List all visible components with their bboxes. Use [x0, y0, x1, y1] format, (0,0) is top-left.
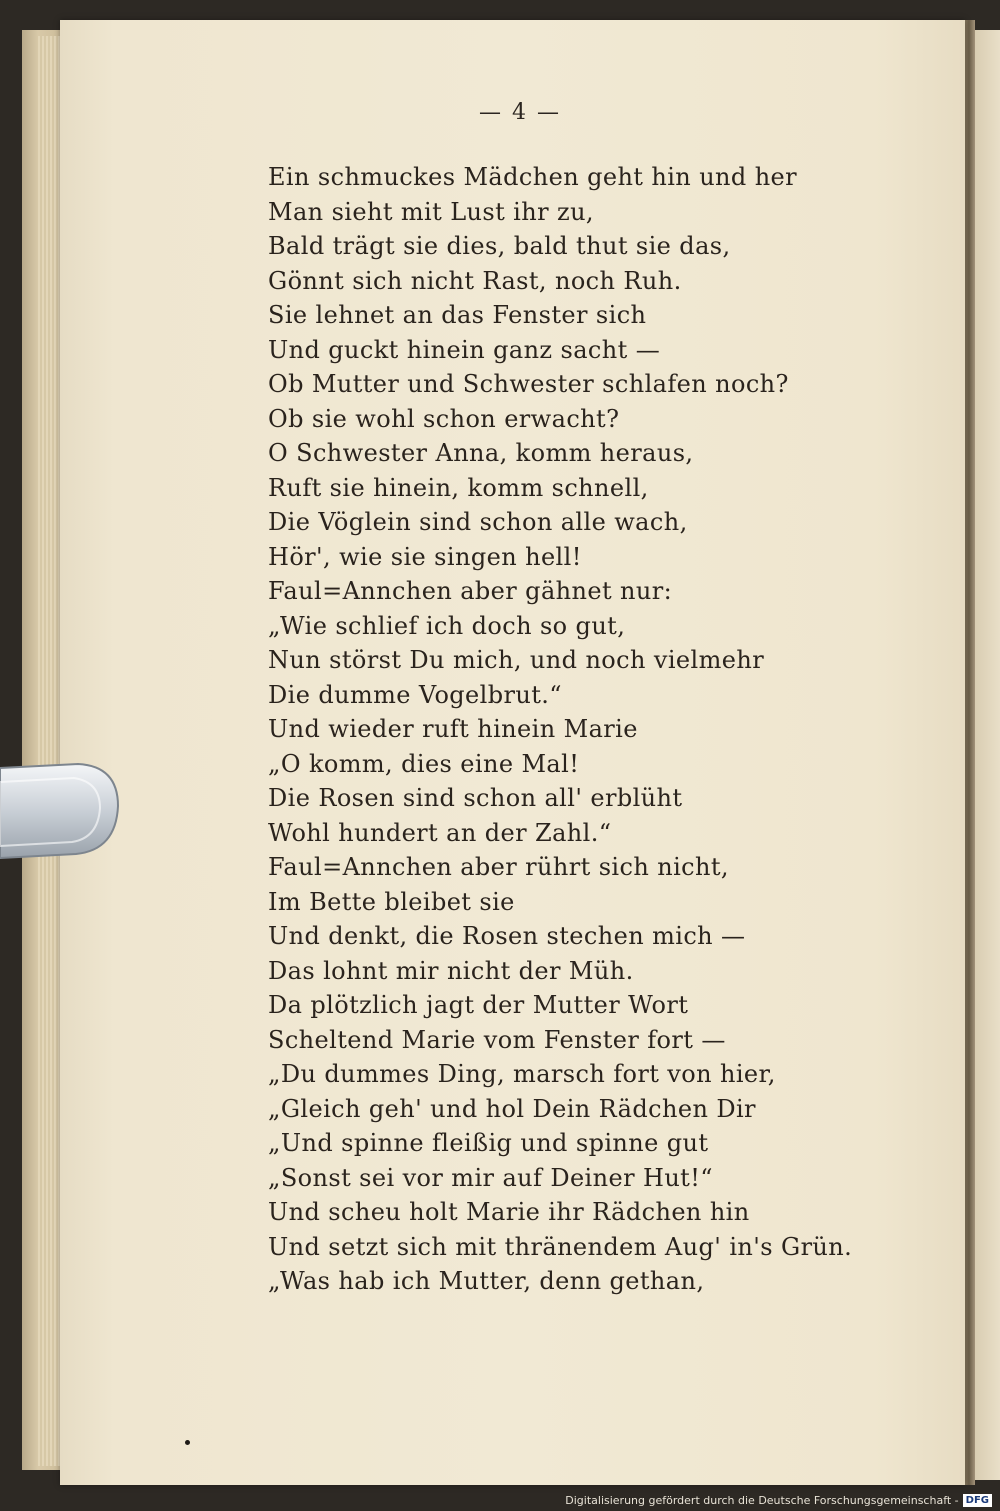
poem-line: Sie lehnet an das Fenster sich [268, 301, 647, 329]
poem-line: Ruft sie hinein, komm schnell, [268, 473, 649, 502]
page-stack-edge [38, 36, 62, 1466]
poem-line: Ein schmuckes Mädchen geht hin und her [268, 163, 798, 191]
poem-line: Die Vöglein sind schon alle wach, [268, 508, 688, 536]
dfg-logo: DFG [963, 1494, 992, 1507]
poem-line: Da plötzlich jagt der Mutter Wort [268, 991, 689, 1019]
poem-line: „Wie schlief ich doch so gut, [268, 611, 626, 640]
poem-line: Bald trägt sie dies, bald thut sie das, [268, 232, 731, 260]
poem-line: Gönnt sich nicht Rast, noch Ruh. [268, 266, 682, 295]
page-clip [0, 760, 120, 860]
poem-line: „Gleich geh' und hol Dein Rädchen Dir [268, 1094, 756, 1123]
poem-line: „Was hab ich Mutter, denn gethan, [268, 1267, 705, 1295]
poem-line: „Und spinne fleißig und spinne gut [268, 1129, 709, 1157]
poem-line: Hör', wie sie singen hell! [268, 542, 582, 571]
footer-text: Digitalisierung gefördert durch die Deutsche Forschungsgemeinschaft - [565, 1494, 959, 1507]
digitization-footer [565, 1494, 992, 1507]
poem-line: Wohl hundert an der Zahl.“ [268, 818, 612, 847]
poem-line: „Sonst sei vor mir auf Deiner Hut!“ [268, 1163, 713, 1192]
page-number: — 4 — [479, 100, 561, 125]
poem-line: Man sieht mit Lust ihr zu, [268, 197, 594, 226]
poem-line: Faul=Annchen aber rührt sich nicht, [268, 853, 729, 881]
poem-line: „Du dummes Ding, marsch fort von hier, [268, 1060, 776, 1088]
poem-line: Und scheu holt Marie ihr Rädchen hin [268, 1198, 750, 1226]
poem-line: O Schwester Anna, komm heraus, [268, 439, 694, 467]
poem-line: Die dumme Vogelbrut.“ [268, 680, 562, 709]
ink-dot [185, 1440, 190, 1445]
poem-line: Faul=Annchen aber gähnet nur: [268, 577, 673, 605]
poem-line: Ob Mutter und Schwester schlafen noch? [268, 370, 789, 398]
poem-line: Scheltend Marie vom Fenster fort — [268, 1025, 726, 1054]
poem-line: Und wieder ruft hinein Marie [268, 715, 638, 743]
poem-line: Nun störst Du mich, und noch vielmehr [268, 646, 765, 674]
poem-line: Das lohnt mir nicht der Müh. [268, 956, 634, 985]
poem-line: Und guckt hinein ganz sacht — [268, 335, 661, 364]
poem-line: Die Rosen sind schon all' erblüht [268, 784, 683, 812]
poem-line: Und denkt, die Rosen stechen mich — [268, 922, 746, 950]
poem-text [268, 160, 852, 1299]
poem-line: „O komm, dies eine Mal! [268, 749, 580, 778]
facing-page-edge [975, 30, 1000, 1480]
poem-line: Ob sie wohl schon erwacht? [268, 404, 620, 433]
poem-line: Im Bette bleibet sie [268, 887, 515, 916]
poem-line: Und setzt sich mit thränendem Aug' in's Grün. [268, 1232, 853, 1261]
